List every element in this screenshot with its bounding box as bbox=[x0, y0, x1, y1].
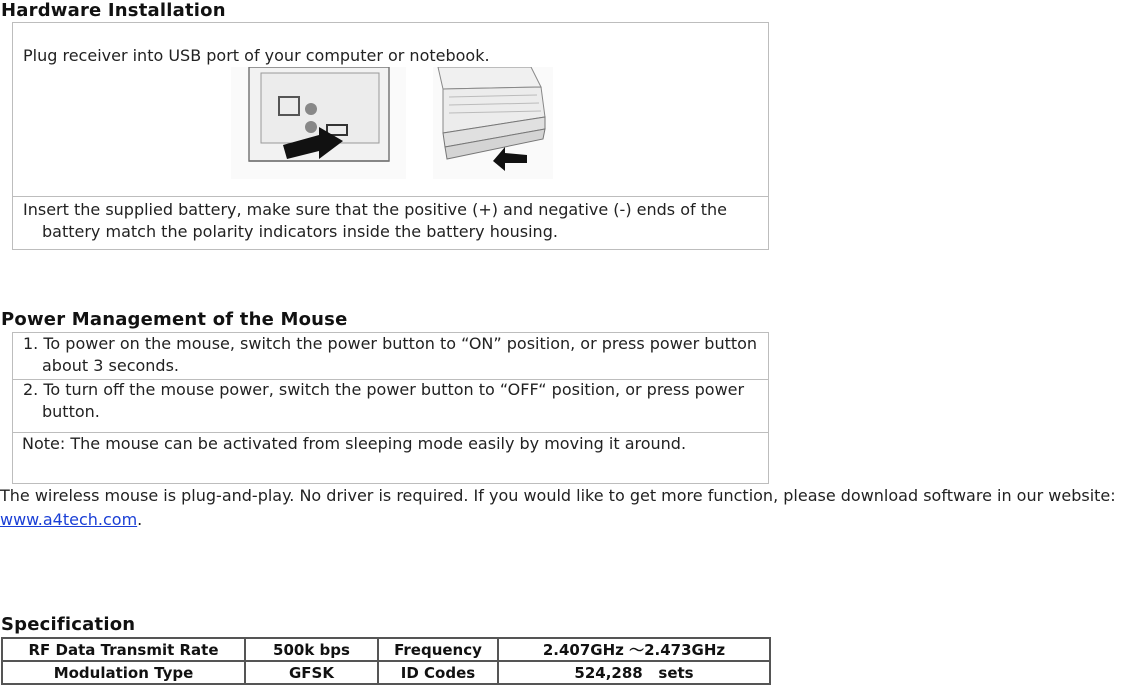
specification-heading: Specification bbox=[1, 614, 136, 635]
notebook-usb-illustration bbox=[433, 67, 553, 179]
spec-label-id-codes: ID Codes bbox=[378, 661, 498, 684]
usb-step-text: Plug receiver into USB port of your computer or notebook. bbox=[23, 46, 490, 65]
spec-label-modulation: Modulation Type bbox=[2, 661, 245, 684]
plug-and-play-paragraph bbox=[0, 484, 1146, 532]
specification-table bbox=[1, 637, 771, 685]
spec-row bbox=[2, 638, 770, 661]
desktop-usb-illustration bbox=[231, 67, 406, 179]
power-off-item: 2. To turn off the mouse power, switch the power button to “OFF“ position, or press power button. bbox=[23, 380, 745, 421]
spec-value-rf-rate: 500k bps bbox=[245, 638, 378, 661]
power-management-box bbox=[12, 332, 769, 484]
power-on-item: 1. To power on the mouse, switch the power button to “ON” position, or press power button about 3 seconds. bbox=[23, 334, 758, 375]
battery-step-text: Insert the supplied battery, make sure that the positive (+) and negative (-) ends of the battery match the polarity indicators inside the battery housing. bbox=[23, 200, 727, 241]
hardware-installation-box bbox=[12, 22, 769, 250]
paragraph-end: . bbox=[137, 510, 143, 529]
spec-label-frequency: Frequency bbox=[378, 638, 498, 661]
plug-and-play-text: The wireless mouse is plug-and-play. No driver is required. If you would like to get more function, please download software in our website: bbox=[0, 486, 1116, 505]
spec-value-modulation: GFSK bbox=[245, 661, 378, 684]
power-management-heading: Power Management of the Mouse bbox=[1, 309, 348, 330]
spec-value-id-codes: 524,288 sets bbox=[498, 661, 770, 684]
sleep-note: Note: The mouse can be activated from sleeping mode easily by moving it around. bbox=[22, 434, 687, 453]
spec-value-frequency: 2.407GHz ～2.473GHz bbox=[498, 638, 770, 661]
hardware-installation-heading: Hardware Installation bbox=[1, 0, 226, 21]
spec-row bbox=[2, 661, 770, 684]
website-link[interactable]: www.a4tech.com bbox=[0, 510, 138, 529]
spec-label-rf-rate: RF Data Transmit Rate bbox=[2, 638, 245, 661]
